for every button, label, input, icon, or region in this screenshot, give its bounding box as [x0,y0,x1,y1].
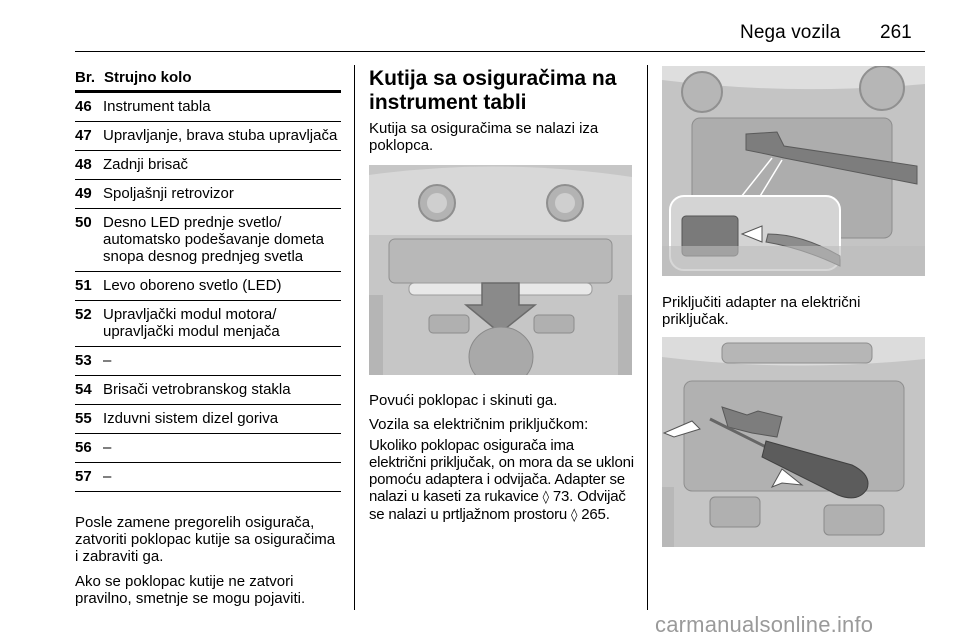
reference-link-73[interactable]: 73 [548,488,570,505]
fuse-table-row [75,463,341,492]
fuse-number: 52 [75,306,92,323]
fuse-table-num-header: Br. [75,68,96,86]
figure-screwdriver-removal [662,337,925,547]
fuse-circuit: Desno LED prednje svetlo/ automatsko podešavanje dometa snopa desnog prednjeg svetla [103,214,324,265]
fuse-number: 54 [75,381,92,398]
fuse-circuit: Spoljašnji retrovizor [103,185,234,202]
figure-adapter-connection [662,66,925,276]
fuse-table-row [75,180,341,209]
page-number: 261 [880,22,912,43]
page-header-title: Nega vozila [740,22,841,43]
fuse-circuit: Brisači vetrobranskog stakla [103,381,291,398]
fuse-number: 46 [75,98,92,115]
page-reference-icon: ◊ [542,490,549,505]
fuse-number: 51 [75,277,92,294]
reference-link-265[interactable]: 265 [577,506,606,523]
fuse-table [75,66,341,492]
column-divider-left [354,65,355,610]
fuse-table-body [75,93,341,492]
fuse-table-row [75,151,341,180]
fuse-circuit: Upravljački modul motora/ upravljački modul menjača [103,306,280,340]
fuse-table-row [75,301,341,347]
fuse-table-row [75,434,341,463]
header-rule [75,51,925,52]
fuse-table-row [75,376,341,405]
screwdriver-removal-illustration [662,337,925,547]
fuse-number: 53 [75,352,92,369]
fuse-circuit: Instrument tabla [103,98,211,115]
fuse-number: 56 [75,439,92,456]
adapter-instructions-text: Ukoliko poklopac osigurača ima električni priključak, on mora da se ukloni pomoću adaptera i odvijača. Adapter se nalazi u kaseti za rukavice [369,437,634,505]
section-heading: Kutija sa osiguračima na instrument tabli [369,67,617,114]
fuse-number: 50 [75,214,92,231]
figure-cover-removal [369,165,632,375]
fuse-table-row [75,209,341,272]
fuse-number: 49 [75,185,92,202]
caption-pull-cover: Povući poklopac i skinuti ga. [369,392,558,409]
fuse-number: 48 [75,156,92,173]
fuse-table-row [75,272,341,301]
column-divider-right [647,65,648,610]
adapter-instructions-end: . [605,506,610,523]
fuse-circuit: Levo oboreno svetlo (LED) [103,277,282,294]
fuse-circuit: – [103,468,112,485]
intro-paragraph: Kutija sa osiguračima se nalazi iza poklopca. [369,120,599,154]
fuse-table-circuit-header: Strujno kolo [104,68,192,86]
fuse-number: 57 [75,468,92,485]
page-reference-icon-2: ◊ [571,508,578,523]
left-paragraph-2: Ako se poklopac kutije ne zatvori pravilno, smetnje se mogu pojaviti. [75,573,306,607]
fuse-table-row [75,122,341,151]
adapter-instructions-text-2: . Odvijač se nalazi u prtljažnom prostoru [369,488,626,523]
caption-electric-vehicles: Vozila sa električnim priključkom: [369,416,589,433]
fuse-table-row [75,405,341,434]
fuse-circuit: Upravljanje, brava stuba upravljača [103,127,338,144]
fuse-number: 47 [75,127,92,144]
cover-removal-illustration [369,165,632,375]
fuse-circuit: Zadnji brisač [103,156,189,173]
left-paragraph-1: Posle zamene pregorelih osigurača, zatvoriti poklopac kutije sa osiguračima i zabraviti ga. [75,514,336,565]
fuse-table-row [75,93,341,122]
fuse-circuit: – [103,352,112,369]
adapter-instructions [369,437,634,524]
fuse-circuit: – [103,439,112,456]
fuse-number: 55 [75,410,92,427]
caption-connect-adapter: Priključiti adapter na električni priključak. [662,294,861,328]
fuse-table-header [75,66,341,93]
fuse-circuit: Izduvni sistem dizel goriva [103,410,279,427]
fuse-table-row [75,347,341,376]
watermark: carmanualsonline.info [655,612,874,637]
adapter-connection-illustration [662,66,925,276]
